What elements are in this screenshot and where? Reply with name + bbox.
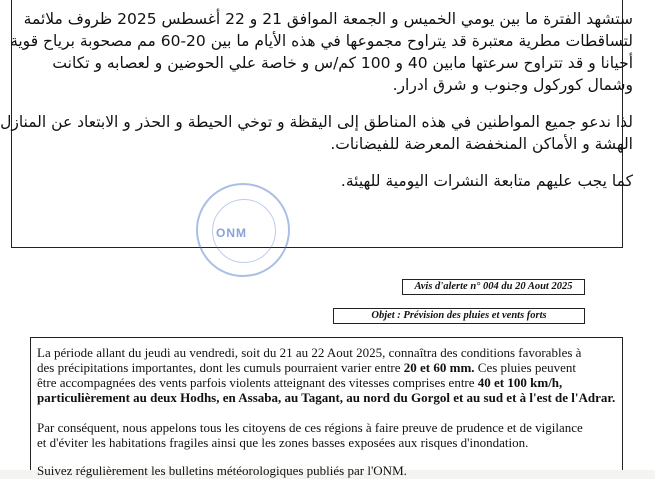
arabic-paragraph-2-line-2: الهشة و الأماكن المنخفضة المعرضة للفيضانات. bbox=[330, 135, 633, 153]
french-line-7: Suivez régulièrement les bulletins météorologiques publiés par l'ONM. bbox=[37, 463, 407, 478]
french-line-3: être accompagnées des vents parfois violents atteignant des vitesses comprises entre 40 et 100 km/h, bbox=[37, 375, 563, 390]
french-line-4: particulièrement au deux Hodhs, en Assaba, au Tagant, au nord du Gorgol et au sud et à l'est de l'Adrar. bbox=[37, 390, 616, 405]
object-label: Objet : Prévision des pluies et vents forts bbox=[371, 310, 547, 321]
arabic-paragraph-1-line-3: أحيانا و قد تتراوح سرعتها مابين 40 و 100 كم/س و خاصة علي الحوضين و لعصابه و تكانت bbox=[52, 54, 633, 72]
arabic-paragraph-2-line-1: لذا ندعو جميع المواطنين في هذه المناطق إلى اليقظة و توخي الحيطة و الحذر و الابتعاد عن المنازل bbox=[0, 113, 633, 131]
french-line-6: et d'éviter les habitations fragiles ainsi que les zones basses exposées aux risques d'inondation. bbox=[37, 435, 529, 450]
onm-stamp-label: ONM bbox=[216, 226, 247, 240]
french-line-5: Par conséquent, nous appelons tous les citoyens de ces régions à faire preuve de prudence et de vigilance bbox=[37, 420, 583, 435]
object-box bbox=[333, 308, 585, 324]
alert-number-box bbox=[402, 279, 585, 295]
french-line-1: La période allant du jeudi au vendredi, soit du 21 au 22 Aout 2025, connaîtra des conditions favorables à bbox=[37, 345, 582, 360]
arabic-paragraph-1-line-4: وشمال كوركول وجنوب و شرق ادرار. bbox=[392, 76, 633, 94]
french-line-2: des précipitations importantes, dont les cumuls pourraient varier entre 20 et 60 mm. Ces pluies peuvent bbox=[37, 360, 577, 375]
arabic-paragraph-3-line-1: كما يجب عليهم متابعة النشرات اليومية للهيئة. bbox=[340, 172, 633, 190]
arabic-paragraph-1-line-1: ستشهد الفترة ما بين يومي الخميس و الجمعة الموافق 21 و 22 أغسطس 2025 ظروف ملائمة bbox=[23, 10, 633, 28]
arabic-paragraph-1-line-2: لتساقطات مطرية معتبرة قد يتراوح مجموعها في هذه الأيام ما بين 20-60 مم مصحوبة برياح قوية bbox=[10, 32, 633, 50]
alert-number-label: Avis d'alerte n° 004 du 20 Aout 2025 bbox=[414, 281, 573, 292]
